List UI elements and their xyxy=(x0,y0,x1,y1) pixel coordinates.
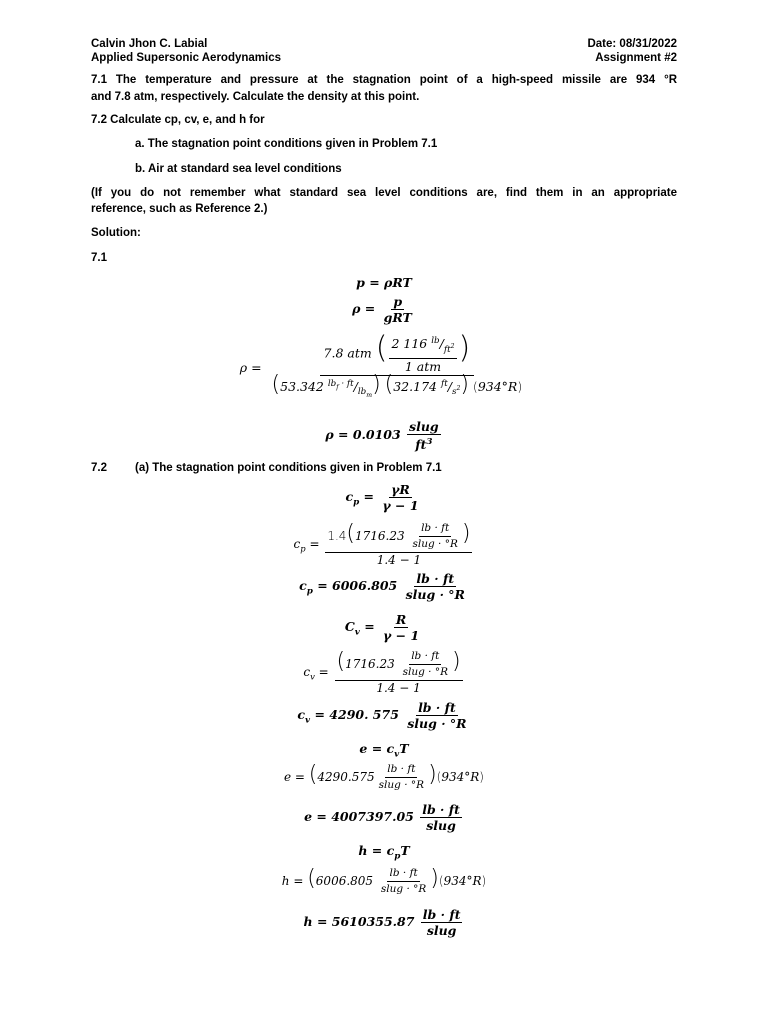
enthalpy-substitution: h = (6006.805 $\frac{lb \cdot ft}{\text{slug · °R}}$ )(934°R) xyxy=(281,866,487,895)
energy-formula: $e = c_vT$ xyxy=(359,741,409,760)
cp-result: $c_p = 6006.805$ $\frac{lb \cdot ft}{\text{slug · °R}}$ xyxy=(299,571,465,602)
note-line-2: reference, such as Reference 2.) xyxy=(91,203,268,215)
course-name: Applied Supersonic Aerodynamics xyxy=(91,52,282,64)
cv-formula: $C_v$ = $\frac{R}{\gamma - 1}$ xyxy=(344,612,420,643)
problem-7-2-a: a. The stagnation point conditions given in Problem 7.1 xyxy=(135,138,438,150)
problem-7-2: 7.2 Calculate cp, cv, e, and h for xyxy=(91,114,265,126)
section-7-1-label: 7.1 xyxy=(91,252,107,264)
density-formula: ρ = $\frac{p}{\text{gRT}}$ xyxy=(352,294,412,325)
section-7-2-a-label: (a) The stagnation point conditions given in Problem 7.1 xyxy=(135,462,442,474)
cv-result: $c_v = 4290$. 575 $\frac{lb \cdot ft}{\text{slug · °R}}$ xyxy=(297,700,467,731)
date: Date: 08/31/2022 xyxy=(587,38,677,50)
author-name: Calvin Jhon C. Labial xyxy=(91,38,208,50)
problem-7-1-line-1: 7.1 The temperature and pressure at the stagnation point of a high-speed missile are 934 °R xyxy=(91,74,677,86)
energy-substitution: e = (4290.575 $\frac{lb \cdot ft}{\text{slug · °R}}$ )(934°R) xyxy=(284,762,484,791)
cp-formula: $c_p$ = $\frac{\gamma R}{\gamma - 1}$ xyxy=(345,482,419,513)
section-7-2-label: 7.2 xyxy=(91,462,107,474)
enthalpy-formula: $h = c_pT$ xyxy=(358,843,410,862)
cp-substitution: $c_p$ = 1.4(1716.23 $\frac{lb \cdot ft}{\text{slug · °R}}$ ) 1.4 − 1 xyxy=(293,521,471,567)
ideal-gas-equation: p = ρRT xyxy=(356,275,412,290)
density-result: ρ = 0.0103 $\frac{\text{slug}}{ft^3}$ xyxy=(325,419,439,453)
fraction: $\frac{p}{\text{gRT}}$ xyxy=(383,294,412,325)
density-substitution: ρ = 7.8 atm ( $\frac{2 116 ^{lb}/_{ft^2}}{\text{1 atm}}$ ) (53.342 $^{lb_f \cdot ft}/_{lb_m}$) (32.174 $^{ft}/_{s^2}$) (934°R) xyxy=(0,335,768,402)
solution-label: Solution: xyxy=(91,227,141,239)
problem-7-1-line-2: and 7.8 atm, respectively. Calculate the density at this point. xyxy=(91,91,420,103)
note-line-1: (If you do not remember what standard sea level conditions are, find them in an appropriate xyxy=(91,187,677,199)
cv-substitution: $c_v$ = (1716.23 $\frac{lb \cdot ft}{\text{slug · °R}}$ ) 1.4 − 1 xyxy=(303,649,461,695)
problem-7-2-b: b. Air at standard sea level conditions xyxy=(135,163,342,175)
big-fraction: 7.8 atm ( $\frac{2 116 ^{lb}/_{ft^2}}{\text{1 atm}}$ ) (53.342 $^{lb_f \cdot ft}/_{lb_m}$) (32.174 $^{ft}/_{s^2}$) (934°R) xyxy=(271,330,523,400)
assignment-number: Assignment #2 xyxy=(595,52,677,64)
energy-result: e = 4007397.05 $\frac{lb \cdot ft}{\text{slug}}$ xyxy=(304,802,460,833)
enthalpy-result: h = 5610355.87 $\frac{lb \cdot ft}{\text{slug}}$ xyxy=(303,907,461,938)
